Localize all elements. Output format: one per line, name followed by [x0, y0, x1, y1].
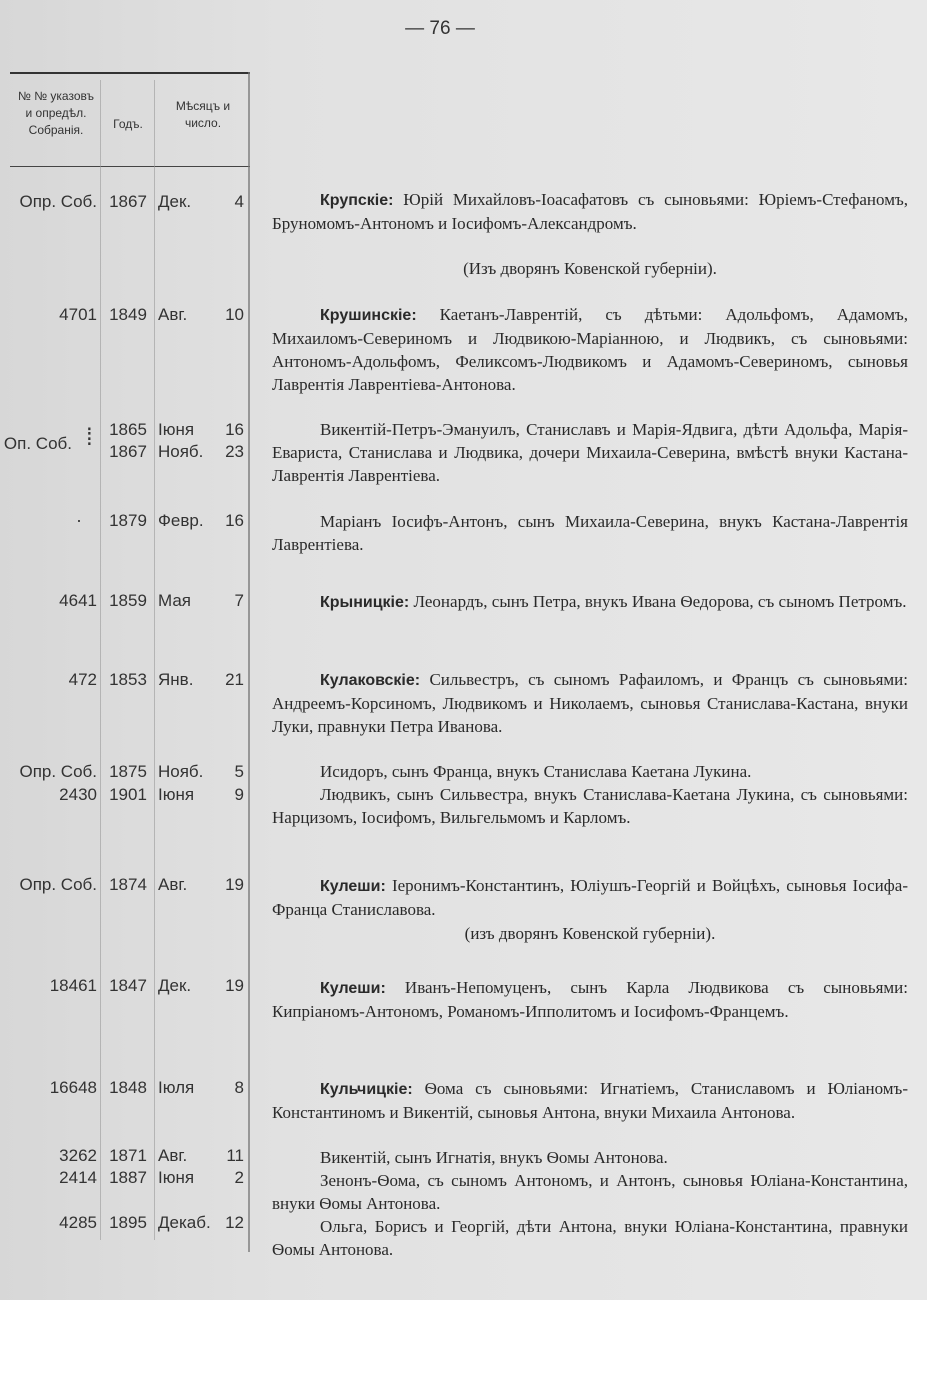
year: 1848 — [109, 1078, 147, 1097]
year: 1865 — [109, 420, 147, 439]
decree-number: 18461 — [49, 976, 97, 995]
year: 1867 — [109, 442, 147, 461]
month: Авг. — [158, 305, 188, 324]
year: 1859 — [109, 591, 147, 610]
month: Авг. — [158, 1146, 188, 1165]
decree-number: Опр. Соб. — [19, 192, 97, 211]
day: 5 — [234, 762, 244, 781]
header-decree-number: № № указовъ и опредѣл. Собранія. — [18, 89, 94, 137]
decree-number: 16648 — [49, 1078, 97, 1097]
year: 1901 — [109, 785, 147, 804]
month: Нояб. — [158, 442, 204, 461]
entry-note: (изъ дворянъ Ковенской губерніи). — [464, 924, 716, 943]
month: Дек. — [158, 976, 192, 995]
day: 8 — [234, 1078, 244, 1097]
family-name: Крушинскіе: — [320, 307, 417, 324]
entry-text: Юрій Михайловъ-Іоасафатовъ съ сыновьями: Юріемъ-Стефаномъ, Бруномомъ-Антономъ и Іосифомъ-Александромъ. — [272, 190, 908, 233]
entry-text: Іеронимъ-Константинъ, Юліушъ-Георгій и Войцѣхъ, сыновья Іосифа-Франца Станиславова. — [272, 876, 908, 919]
entry-krushinskie — [272, 303, 908, 396]
day: 10 — [225, 305, 244, 324]
entry-text: Ѳома съ сыновьями: Игнатіемъ, Станиславомъ и Юліаномъ-Константиномъ и Викентій, сыновья Антона, внуки Михаила Антонова. — [272, 1079, 908, 1122]
year: 1875 — [109, 762, 147, 781]
day: 19 — [225, 875, 244, 894]
entry-text: Викентій, сынъ Игнатія, внукъ Ѳомы Антонова. — [320, 1148, 668, 1167]
column-divider — [100, 80, 101, 1240]
year: 1853 — [109, 670, 147, 689]
entry-kuleshi — [272, 874, 908, 921]
month: Янв. — [158, 670, 194, 689]
day: 12 — [225, 1213, 244, 1232]
year: 1867 — [109, 192, 147, 211]
day: 19 — [225, 976, 244, 995]
day: 16 — [225, 511, 244, 530]
month: Нояб. — [158, 762, 204, 781]
year: 1847 — [109, 976, 147, 995]
year: 1895 — [109, 1213, 147, 1232]
decree-number: 2414 — [59, 1168, 97, 1187]
entry-kuleshi — [272, 976, 908, 1023]
year: 1887 — [109, 1168, 147, 1187]
column-divider — [154, 80, 155, 1240]
family-name: Крыницкіе: — [320, 594, 410, 611]
year: 1871 — [109, 1146, 147, 1165]
year: 1879 — [109, 511, 147, 530]
entry-krynitskie — [272, 590, 908, 614]
entry-text: Каетанъ-Лаврентій, съ дѣтьми: Адольфомъ, Адамомъ, Михаиломъ-Севериномъ и Людвикою-Маріанною, и Людвикъ, съ сыновьями: Антономъ-Адольфомъ, Феликсомъ-Людвикомъ и Адамомъ-Севериномъ, сыновья Лаврентія Лаврентіева-Антонова. — [272, 305, 908, 394]
month: Іюля — [158, 1078, 195, 1097]
year: 1874 — [109, 875, 147, 894]
month: Февр. — [158, 511, 204, 530]
day: 11 — [226, 1146, 244, 1165]
family-name: Кулеши: — [320, 980, 386, 997]
decree-number: Оп. Соб. — [3, 434, 72, 453]
day: 7 — [234, 591, 244, 610]
entry-text: Маріанъ Іосифъ-Антонъ, сынъ Михаила-Северина, внукъ Кастана-Лаврентія Лаврентіева. — [272, 512, 908, 554]
day: 9 — [234, 785, 244, 804]
day: 2 — [234, 1168, 244, 1187]
column-divider — [248, 72, 250, 1252]
day: 4 — [234, 192, 244, 211]
entry-text: Зенонъ-Ѳома, съ сыномъ Антономъ, и Антонъ, сыновья Юліана-Константина, внуки Ѳомы Антонова. — [272, 1171, 908, 1213]
decree-number: Опр. Соб. — [19, 762, 97, 781]
table-header-rule — [10, 166, 250, 167]
month: Іюня — [158, 420, 195, 439]
month: Мая — [158, 591, 192, 610]
decree-number: 4701 — [59, 305, 97, 324]
entry-text: Викентій-Петръ-Эмануилъ, Станиславъ и Марія-Ядвига, дѣти Адольфа, Марія-Евариста, Станислава и Людвика, дочери Михаила-Северина, вмѣстѣ внуки Кастана-Лаврентія Лаврентіева. — [272, 420, 908, 485]
decree-number: 472 — [68, 670, 97, 689]
family-name: Кулаковскіе: — [320, 672, 421, 689]
dot-mark: · — [76, 510, 82, 530]
day: 16 — [225, 420, 244, 439]
decree-number: 4641 — [59, 591, 97, 610]
entry-kulakovskie — [272, 668, 908, 738]
header-year: Годъ. — [113, 117, 143, 131]
month: Декаб. — [158, 1213, 211, 1232]
month: Дек. — [158, 192, 192, 211]
entry-text: Людвикъ, сынъ Сильвестра, внукъ Станислава-Каетана Лукина, съ сыновьями: Нарцизомъ, Іосифомъ, Вильгельмомъ и Карломъ. — [272, 785, 908, 827]
entry-krupskie — [272, 188, 908, 235]
table-top-rule — [10, 72, 250, 74]
entry-kulchitskie — [272, 1077, 908, 1124]
family-name: Крупскіе: — [320, 192, 394, 209]
decree-number: 3262 — [59, 1146, 97, 1165]
decree-number: Опр. Соб. — [19, 875, 97, 894]
entry-text: Леонардъ, сынъ Петра, внукъ Ивана Ѳедорова, съ сыномъ Петромъ. — [409, 592, 907, 611]
family-name: Кулеши: — [320, 878, 386, 895]
entry-text: Ольга, Борисъ и Георгій, дѣти Антона, внуки Юліана-Константина, правнуки Ѳомы Антонова. — [272, 1217, 908, 1259]
day: 23 — [225, 442, 244, 461]
year: 1849 — [109, 305, 147, 324]
month: Іюня — [158, 1168, 195, 1187]
decree-number: 2430 — [59, 785, 97, 804]
month: Іюня — [158, 785, 195, 804]
decree-number: 4285 — [59, 1213, 97, 1232]
family-name: Кульчицкіе: — [320, 1081, 413, 1098]
day: 21 — [225, 670, 244, 689]
entry-text: Исидоръ, сынъ Франца, внукъ Станислава Каетана Лукина. — [320, 762, 752, 781]
header-month-day: Мѣсяцъ и число. — [175, 99, 231, 130]
entry-text: Сильвестръ, съ сыномъ Рафаиломъ, и Францъ съ сыновьями: Андреемъ-Корсиномъ, Людвикомъ и Николаемъ, сыновья Станислава-Кастана, внуки Луки, правнуки Петра Иванова. — [272, 670, 908, 736]
month: Авг. — [158, 875, 188, 894]
entry-note: (Изъ дворянъ Ковенской губерніи). — [463, 259, 717, 278]
brace-mark: ⁞ — [86, 424, 93, 451]
page-number: — 76 — — [405, 18, 475, 39]
entry-text: Иванъ-Непомуценъ, сынъ Карла Людвикова съ сыновьями: Кипріаномъ-Антономъ, Романомъ-Ипполитомъ и Іосифомъ-Францемъ. — [272, 978, 908, 1021]
